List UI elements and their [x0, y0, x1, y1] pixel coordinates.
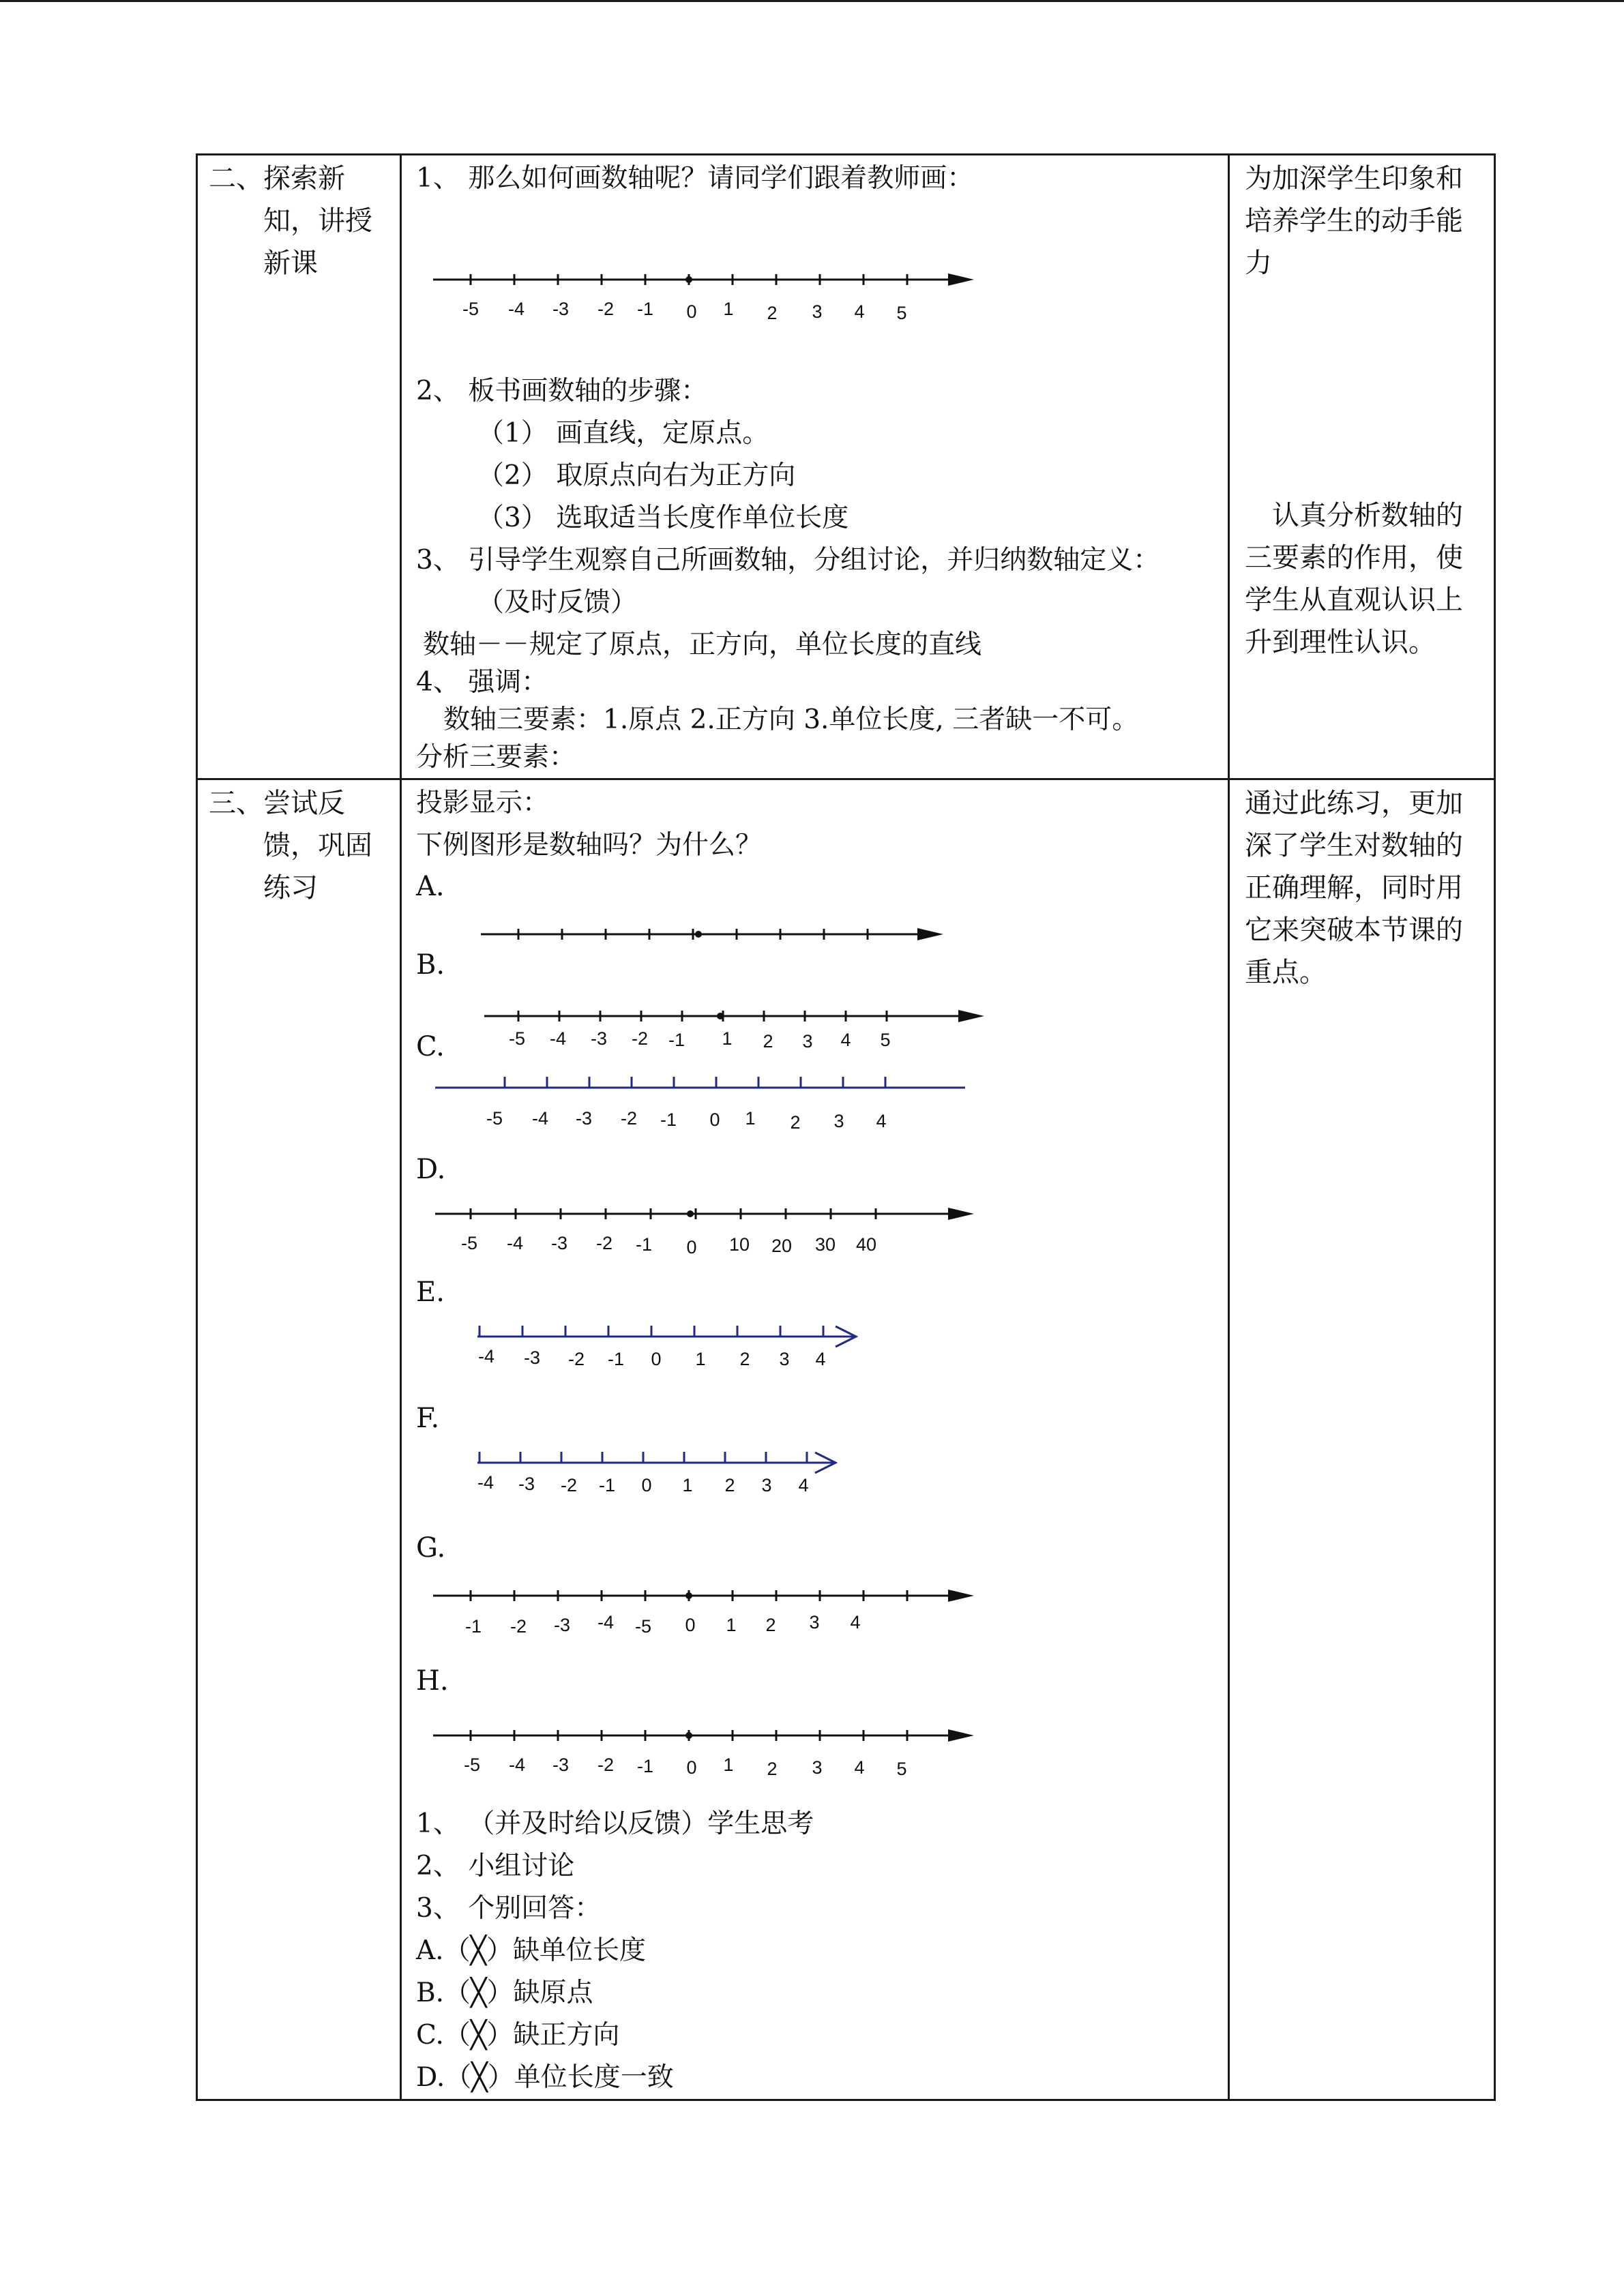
axis-tick-label: -3 [575, 1108, 593, 1129]
option-g-letter: G. [416, 1532, 446, 1564]
axis-tick-label: -2 [510, 1616, 527, 1637]
axis-tick-label: -3 [518, 1474, 535, 1494]
note-line: 通过此练习，更加 [1245, 788, 1463, 819]
axis-tick-label: -5 [486, 1108, 503, 1129]
axis-tick-label: 1 [723, 1755, 734, 1775]
section-line: 二、探索新 [209, 163, 345, 194]
axis-tick-label: 1 [682, 1475, 693, 1495]
axis-tick-label: -2 [560, 1475, 578, 1495]
axis-tick-label: 0 [651, 1349, 662, 1369]
row1-item-3: 3、 引导学生观察自己所画数轴，分组讨论，并归纳数轴定义： [416, 545, 1160, 576]
axis-tick-label: 2 [739, 1349, 750, 1369]
table-border-col-2 [1228, 153, 1230, 2101]
option-h-letter: H. [416, 1665, 449, 1697]
axis-tick-label: 1 [726, 1615, 737, 1635]
axis-tick-label: 0 [685, 1615, 696, 1635]
axis-tick-label: 3 [779, 1349, 790, 1369]
row1-step-1: （1） 画直线，定原点。 [477, 418, 769, 449]
row1-definition: 数轴－－规定了原点，正方向，单位长度的直线 [423, 629, 982, 660]
section-line: 三、尝试反 [209, 788, 345, 819]
axis-tick-label: 1 [745, 1108, 756, 1129]
row1-section-label [209, 158, 372, 284]
axis-tick-label: 2 [724, 1475, 735, 1495]
axis-tick-label: 3 [761, 1475, 772, 1495]
axis-tick-label: -2 [631, 1028, 649, 1049]
row1-feedback: （及时反馈） [477, 587, 638, 618]
option-h-axis [409, 1708, 969, 1790]
section-line: 馈，巩固 [263, 830, 372, 861]
note-line: 为加深学生印象和 [1245, 163, 1463, 194]
axis-tick-label: 2 [790, 1112, 801, 1133]
option-b-axis [409, 989, 969, 1071]
axis-tick-label: -4 [531, 1108, 549, 1129]
axis-tick-label: -1 [636, 1756, 654, 1776]
axis-tick-label: 3 [802, 1031, 813, 1052]
axis-tick-label: 4 [850, 1612, 861, 1632]
axis-tick-label: 0 [686, 1237, 697, 1257]
axis-tick-label: -4 [507, 299, 525, 319]
axis-arrow [948, 1729, 974, 1742]
row1-item-1: 1、 那么如何画数轴呢？请同学们跟着教师画： [416, 163, 974, 194]
table-border-left [196, 153, 198, 2101]
axis-tick-label: 0 [686, 301, 697, 322]
axis-tick-label: 30 [814, 1234, 836, 1255]
option-b-letter: B. [416, 949, 445, 981]
row1-analysis: 分析三要素： [416, 742, 576, 773]
row2-section-label [209, 782, 372, 909]
axis-tick-label: -5 [634, 1616, 652, 1637]
axis-tick-label: -4 [597, 1612, 615, 1632]
axis-origin-dot [685, 1592, 692, 1599]
axis-tick-label: -1 [635, 1234, 653, 1255]
axis-tick-label: 20 [771, 1236, 793, 1256]
axis-arrow [917, 928, 943, 940]
axis-tick-label: 5 [880, 1030, 891, 1050]
option-c-axis [409, 1060, 969, 1142]
option-d-letter: D. [416, 1154, 446, 1185]
axis-tick-label: 3 [809, 1612, 820, 1632]
row2-answer-c: C.（╳）缺正方向 [416, 2020, 620, 2051]
axis-tick-label: -2 [597, 299, 615, 319]
axis-tick-label: 2 [767, 303, 778, 323]
axis-tick-label: 1 [722, 1028, 733, 1049]
axis-tick-label: -4 [477, 1472, 494, 1493]
note-line: 重点。 [1245, 957, 1327, 988]
axis-origin-dot [685, 276, 692, 283]
row1-three-elements: 数轴三要素：1.原点 2.正方向 3.单位长度, 三者缺一不可。 [443, 704, 1139, 735]
axis-tick-label: 0 [641, 1475, 652, 1495]
axis-tick-label: 4 [876, 1111, 887, 1131]
axis-tick-label: -3 [553, 1615, 571, 1635]
axis-tick-label: -1 [668, 1030, 685, 1050]
option-a-axis [409, 907, 969, 989]
axis-tick-label: -1 [607, 1349, 625, 1369]
axis-tick-label: 2 [767, 1759, 778, 1779]
axis-tick-label: -1 [660, 1109, 677, 1130]
row1-note-top [1245, 158, 1463, 284]
section-line: 练习 [263, 872, 318, 904]
axis-tick-label: -3 [552, 299, 570, 319]
axis-origin-dot [717, 1013, 724, 1019]
axis-tick-label: 3 [812, 1757, 823, 1778]
axis-tick-label: 1 [695, 1349, 706, 1369]
axis-tick-label: -3 [552, 1755, 570, 1775]
axis-tick-label: -5 [463, 1755, 481, 1775]
axis-tick-label: 2 [763, 1031, 773, 1052]
row1-item-4: 4、 强调： [416, 667, 548, 698]
note-line: 培养学生的动手能 [1245, 205, 1463, 237]
note-line: 力 [1245, 248, 1272, 279]
axis-tick-label: 3 [812, 301, 823, 322]
table-border-col-1 [400, 153, 402, 2101]
row1-item-2: 2、 板书画数轴的步骤： [416, 376, 708, 406]
axis-tick-label: -1 [464, 1616, 482, 1637]
row2-answer-1: 1、 （并及时给以反馈）学生思考 [416, 1808, 814, 1839]
axis-tick-label: 10 [728, 1234, 750, 1255]
option-c-letter: C. [416, 1031, 445, 1062]
axis-origin-dot [685, 1732, 692, 1739]
axis-tick-label: -1 [598, 1475, 616, 1495]
axis-arrow [948, 273, 974, 286]
axis-tick-label: -3 [523, 1347, 541, 1368]
axis-tick-label: 4 [815, 1349, 826, 1369]
axis-tick-label: -5 [460, 1233, 478, 1253]
section-line: 知，讲授 [263, 205, 372, 237]
axis-arrow [958, 1010, 984, 1022]
axis-tick-label: 2 [765, 1615, 776, 1635]
row2-answer-2: 2、 小组讨论 [416, 1851, 575, 1881]
axis-tick-label: 4 [840, 1030, 851, 1050]
axis-tick-label: -2 [620, 1108, 638, 1129]
table-border-row-divider [196, 778, 1496, 780]
axis-tick-label: 4 [798, 1475, 809, 1495]
axis-tick-label: 4 [854, 1757, 865, 1778]
axis-tick-label: -4 [477, 1346, 495, 1367]
axis-tick-label: -3 [590, 1028, 608, 1049]
axis-tick-label: -4 [549, 1028, 567, 1049]
row1-note-bottom [1245, 494, 1463, 664]
row2-answer-a: A.（╳）缺单位长度 [416, 1935, 647, 1966]
axis-origin-dot [695, 931, 702, 938]
option-a-letter: A. [416, 871, 445, 902]
axis-tick-label: 3 [833, 1111, 844, 1131]
row1-step-3: （3） 选取适当长度作单位长度 [477, 503, 849, 533]
option-f-axis [409, 1435, 969, 1517]
axis-tick-label: 4 [854, 301, 865, 322]
axis-tick-label: -2 [595, 1233, 613, 1253]
note-line: 升到理性认识。 [1245, 627, 1436, 658]
note-line: 深了学生对数轴的 [1245, 830, 1463, 861]
row2-intro-1: 投影显示： [416, 788, 550, 818]
option-f-letter: F. [416, 1403, 440, 1434]
axis-tick-label: -2 [567, 1349, 585, 1369]
axis-tick-label: -1 [636, 299, 654, 319]
axis-tick-label: 5 [896, 303, 907, 323]
axis-tick-label: -2 [597, 1755, 615, 1775]
row2-answer-3: 3、 个别回答： [416, 1893, 602, 1924]
section-line: 新课 [263, 248, 318, 279]
axis-tick-label: -5 [508, 1028, 526, 1049]
page-top-rule [0, 0, 1624, 2]
row2-intro-2: 下例图形是数轴吗？为什么？ [416, 830, 763, 861]
note-line: 学生从直观认识上 [1245, 584, 1463, 616]
option-e-letter: E. [416, 1277, 445, 1308]
option-e-axis [409, 1309, 969, 1391]
axis-tick-label: -4 [508, 1755, 526, 1775]
axis-tick-label: -5 [462, 299, 479, 319]
option-g-axis [409, 1568, 969, 1650]
row1-step-2: （2） 取原点向右为正方向 [477, 460, 796, 491]
note-line: 三要素的作用，使 [1245, 542, 1463, 573]
table-border-right [1494, 153, 1496, 2101]
row2-answer-b: B.（╳）缺原点 [416, 1978, 593, 2008]
axis-tick-label: -4 [506, 1233, 524, 1253]
row2-note [1245, 782, 1463, 994]
demo-number-axis [409, 252, 969, 334]
row2-answer-d: D.（╳）单位长度一致 [416, 2062, 674, 2093]
option-d-axis [409, 1187, 969, 1268]
note-line: 认真分析数轴的 [1272, 500, 1463, 531]
axis-tick-label: 40 [855, 1234, 877, 1255]
axis-origin-dot [687, 1210, 694, 1217]
table-border-bottom [196, 2099, 1496, 2101]
axis-arrow [948, 1208, 974, 1220]
note-line: 正确理解，同时用 [1245, 872, 1463, 904]
axis-tick-label: -3 [550, 1233, 568, 1253]
axis-tick-label: 1 [723, 299, 734, 319]
note-line: 它来突破本节课的 [1245, 914, 1463, 946]
axis-arrow [948, 1590, 974, 1602]
axis-tick-label: 0 [709, 1109, 720, 1130]
axis-tick-label: 5 [896, 1759, 907, 1779]
axis-tick-label: 0 [686, 1757, 697, 1778]
table-border-top [196, 153, 1496, 155]
